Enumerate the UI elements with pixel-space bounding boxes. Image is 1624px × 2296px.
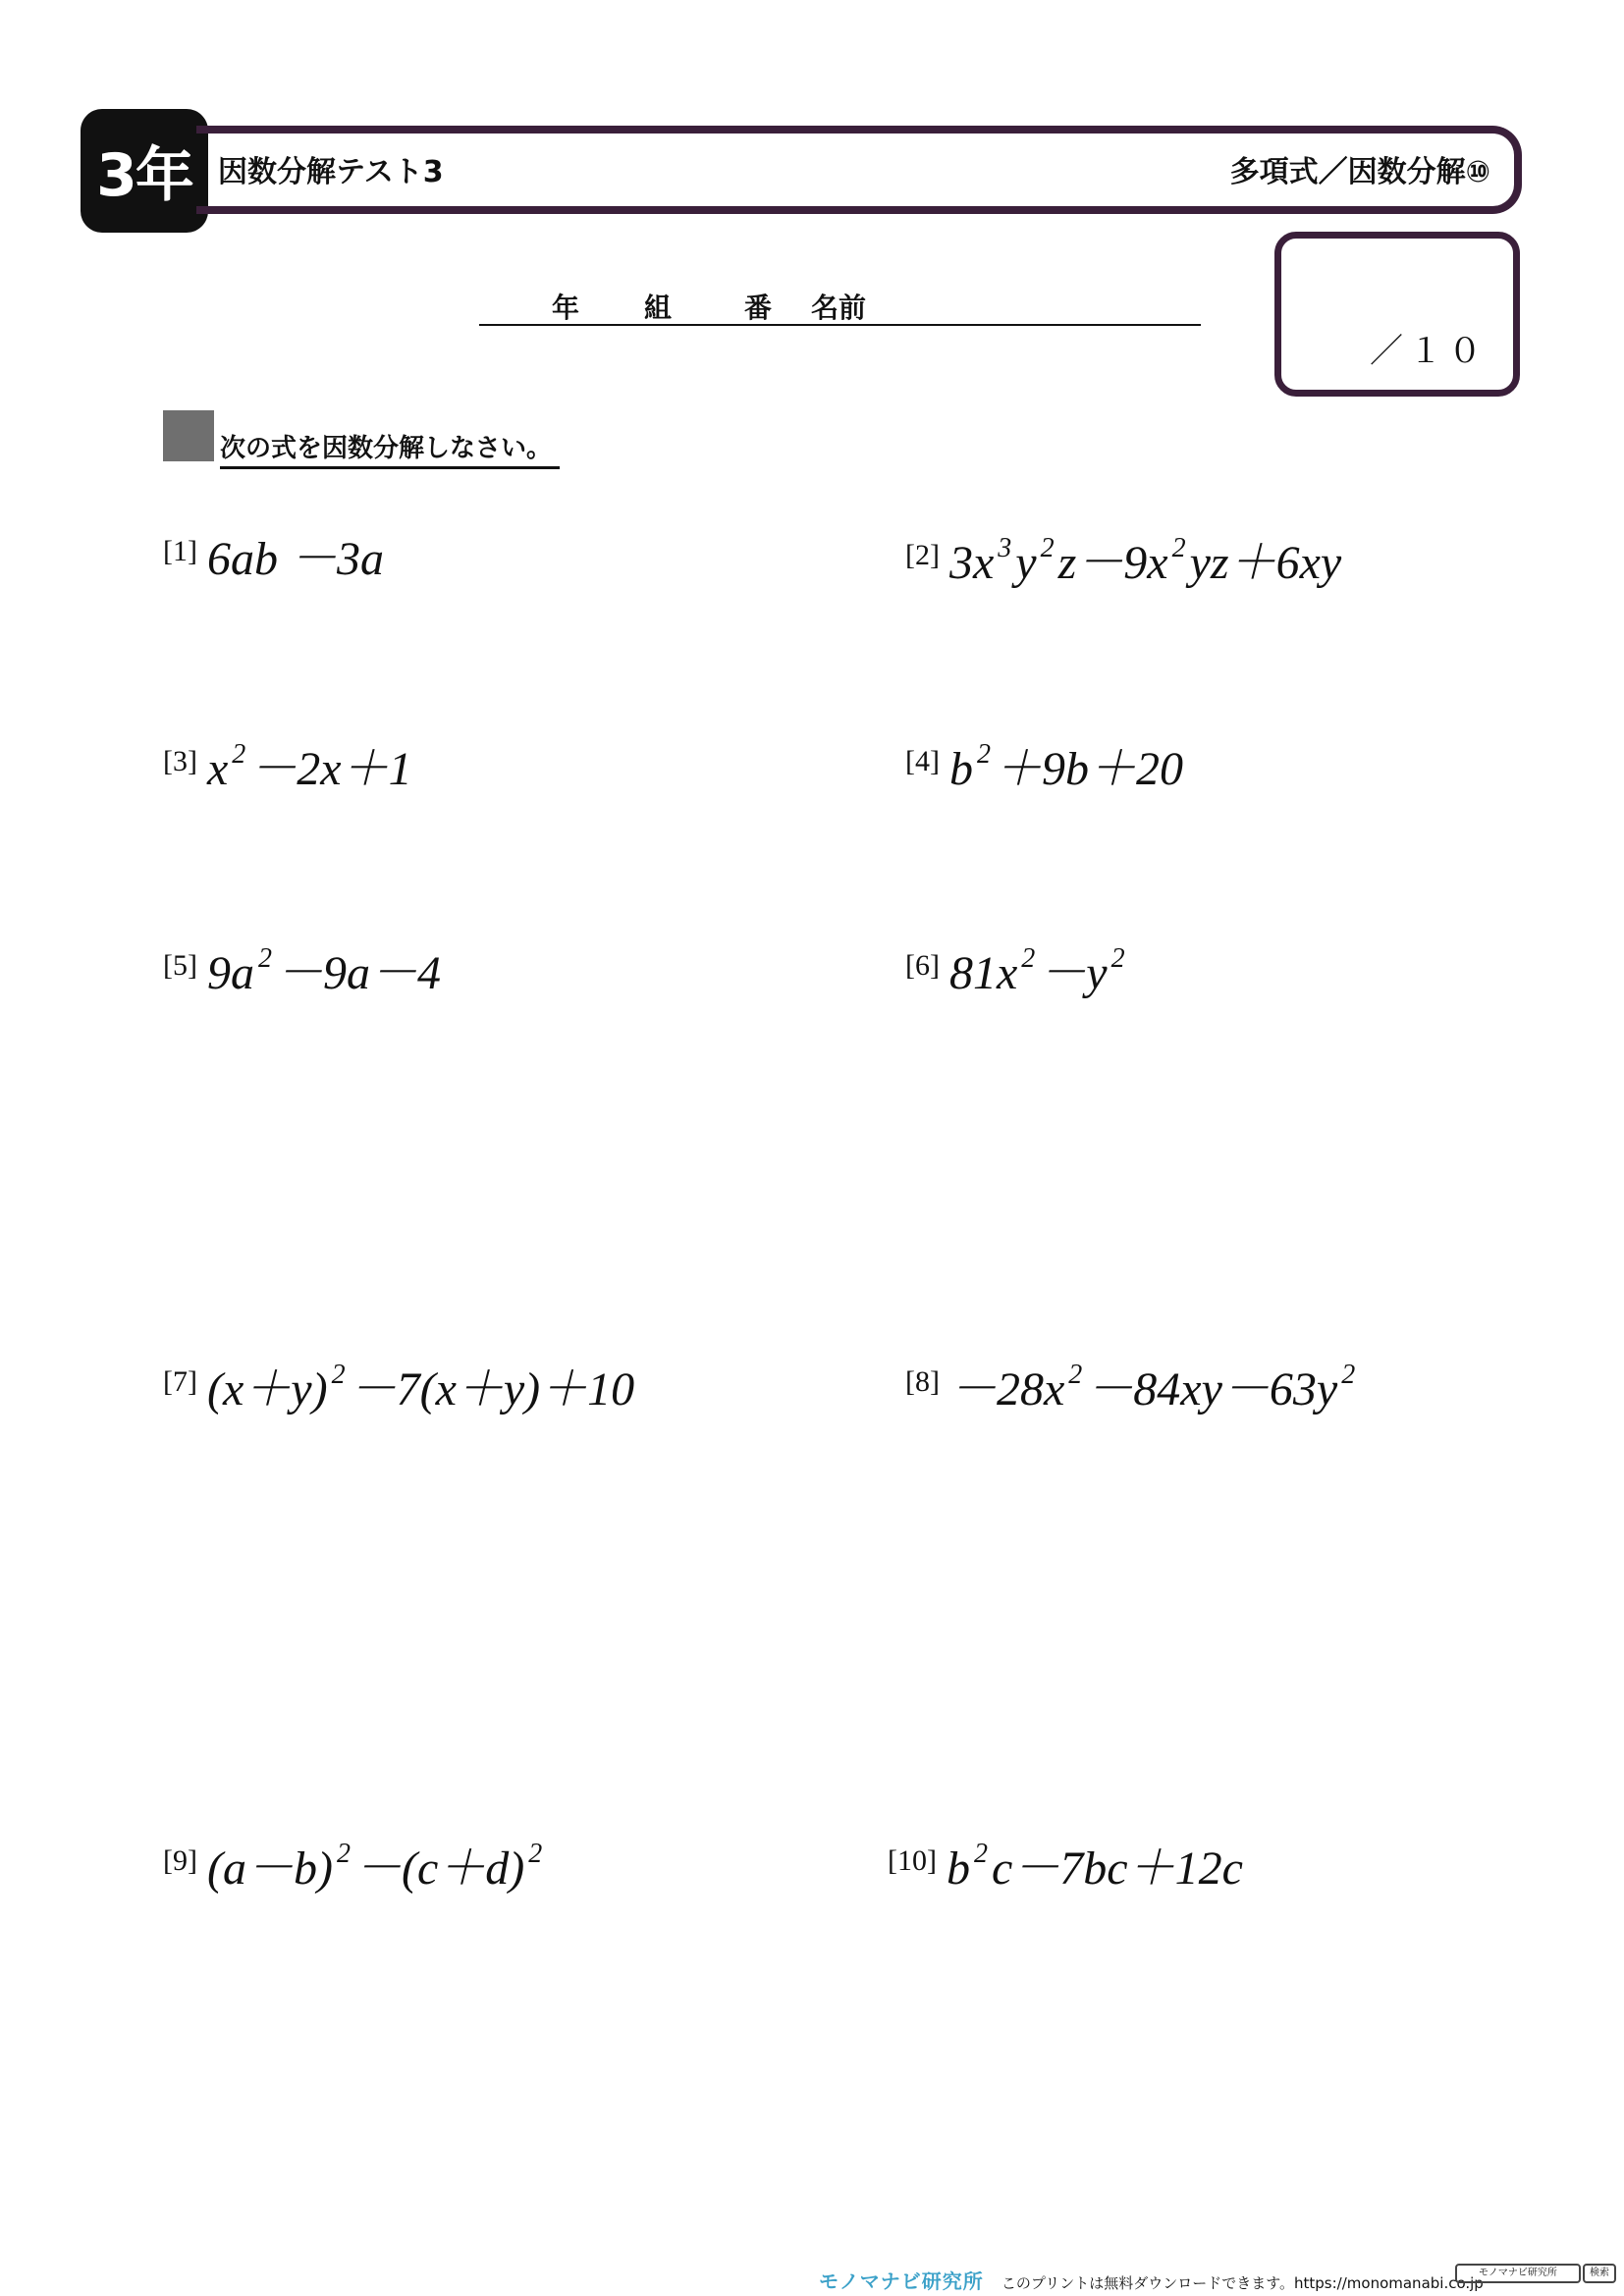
unit-label: 多項式／因数分解⑩ — [1229, 155, 1490, 189]
problem-3: [3] x $^2$－2x＋1 — [163, 739, 412, 795]
problem-number: [5] — [163, 949, 197, 982]
problem-4: [4] b $^2$＋9b＋20 — [905, 739, 1183, 795]
footer-logo: モノマナビ研究所 — [819, 2269, 984, 2293]
problem-number: [8] — [905, 1365, 940, 1398]
footer — [819, 2266, 1484, 2294]
name-label: 名前 — [811, 292, 867, 324]
problem-7: [7] (x＋y) $^2$－7(x＋y)＋10 — [163, 1360, 635, 1415]
problem-number: [9] — [163, 1844, 197, 1877]
problem-number: [1] — [163, 535, 197, 567]
problem-2: [2] 3x $^3$y $^2$z－9x $^2$yz＋6xy — [905, 533, 1342, 589]
problem-5: [5] 9a $^2$－9a－4 — [163, 943, 441, 999]
search-button[interactable]: 検索 — [1583, 2264, 1616, 2283]
problem-number: [7] — [163, 1365, 197, 1398]
footer-text: このプリントは無料ダウンロードできます。https://monomanabi.co.jp — [1001, 2274, 1484, 2292]
problem-8: [8] －28x $^2$－84xy－63y $^2$ — [905, 1360, 1356, 1415]
grade-badge: 3年 — [81, 109, 208, 233]
problem-9: [9] (a－b) $^2$－(c＋d) $^2$ — [163, 1839, 543, 1895]
problem-number: [6] — [905, 949, 940, 982]
worksheet-title: 因数分解テスト3 — [218, 155, 444, 189]
score-total: ／１０ — [1370, 332, 1488, 371]
problem-number: [4] — [905, 745, 940, 777]
year-label: 年 — [552, 292, 580, 324]
class-label: 組 — [644, 292, 673, 324]
problem-number: [10] — [888, 1844, 937, 1877]
section-marker — [163, 410, 214, 461]
score-box — [1274, 232, 1520, 397]
problem-number: [2] — [905, 539, 940, 571]
student-info-line — [479, 287, 1201, 326]
problem-6: [6] 81x $^2$－y $^2$ — [905, 943, 1125, 999]
problem-number: [3] — [163, 745, 197, 777]
problem-1: [1] 6ab －3a — [163, 533, 384, 585]
problem-10: [10] b $^2$c－7bc＋12c — [888, 1839, 1243, 1895]
instruction-text: 次の式を因数分解しなさい。 — [220, 428, 560, 469]
search-input[interactable]: モノマナビ研究所 — [1455, 2264, 1581, 2283]
number-label: 番 — [744, 292, 773, 324]
